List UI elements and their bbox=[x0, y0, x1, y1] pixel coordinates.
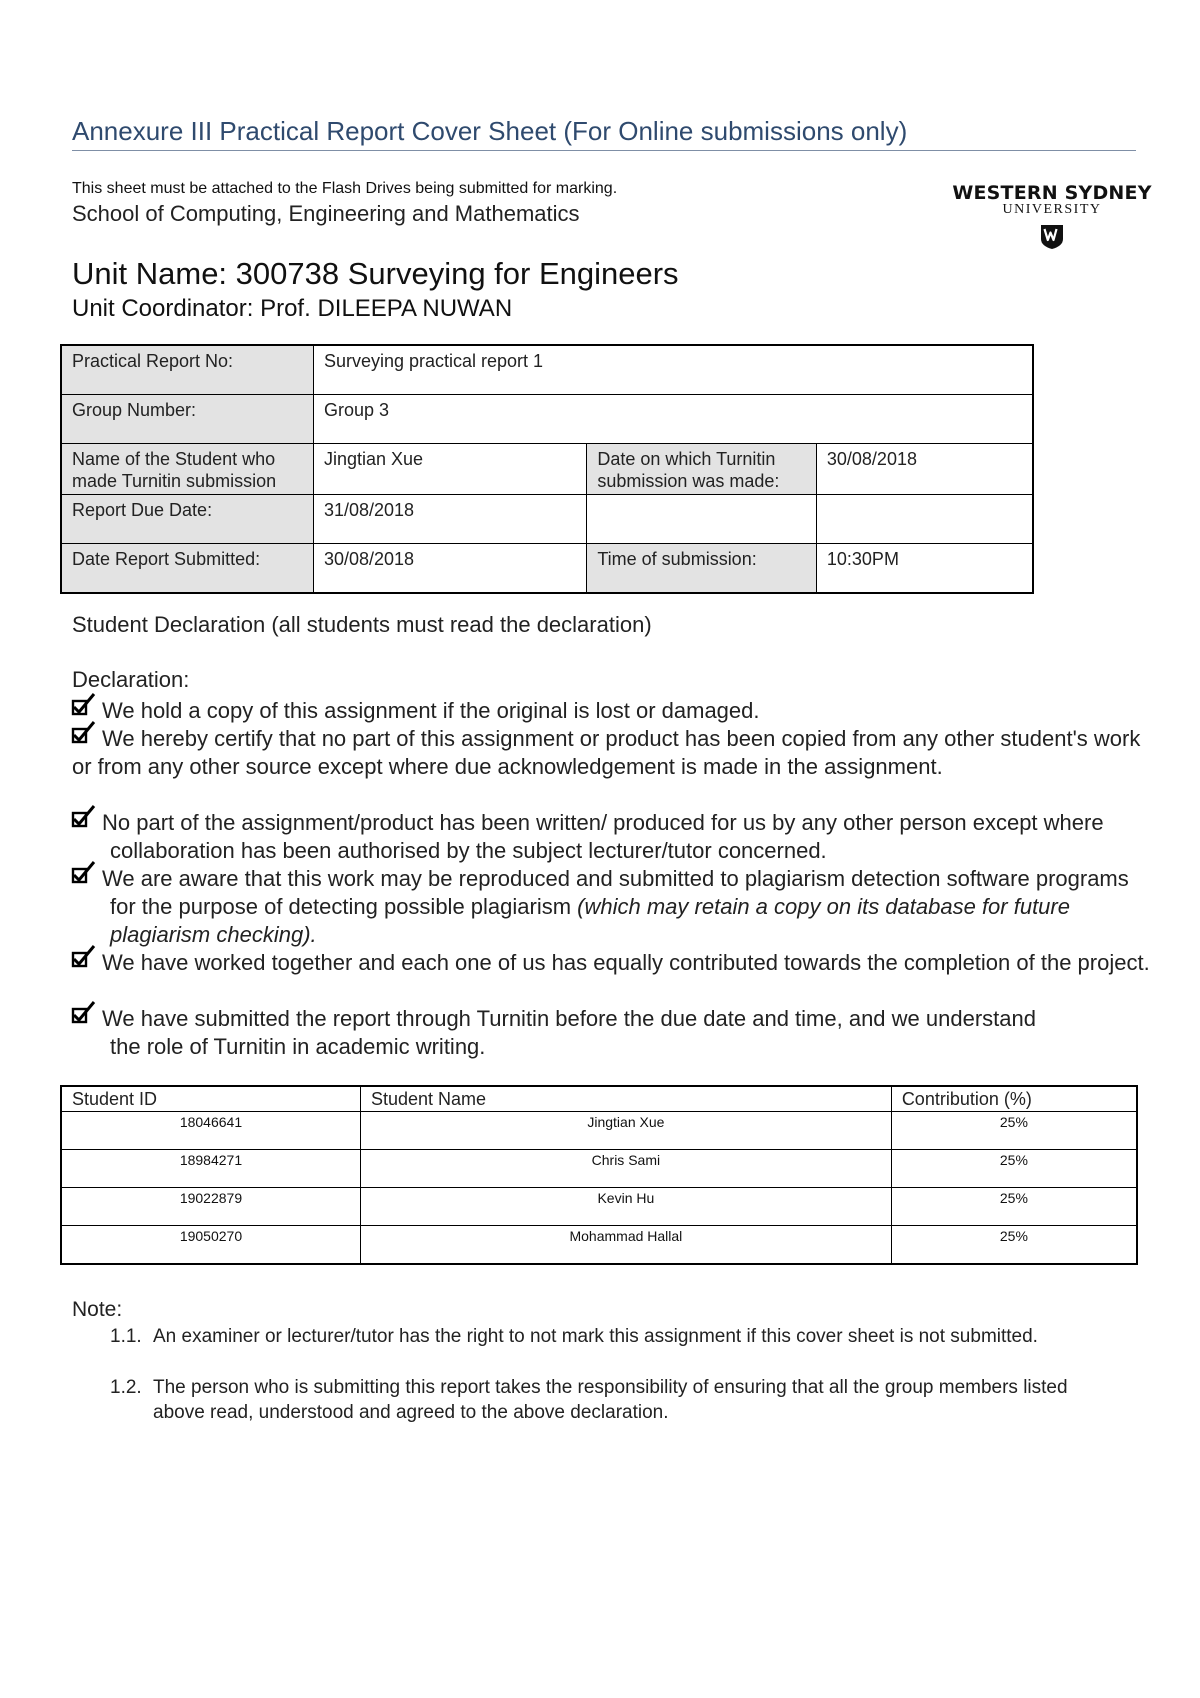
declaration-italic-text: (which may retain a copy on its database for future plagiarism checking). bbox=[110, 894, 1070, 947]
student-id: 19022879 bbox=[61, 1188, 360, 1226]
group-number-label: Group Number: bbox=[61, 395, 313, 444]
checkbox-checked-icon bbox=[68, 803, 96, 831]
contribution-header: Contribution (%) bbox=[891, 1086, 1137, 1112]
table-row bbox=[61, 1150, 1137, 1188]
unit-coordinator: Unit Coordinator: Prof. DILEEPA NUWAN bbox=[72, 295, 513, 322]
empty-cell bbox=[816, 495, 1033, 544]
submission-time-label: Time of submission: bbox=[587, 544, 817, 594]
student-contribution-table bbox=[60, 1085, 1138, 1265]
practical-report-no-value: Surveying practical report 1 bbox=[313, 345, 1033, 395]
turnitin-date-value: 30/08/2018 bbox=[816, 444, 1033, 495]
unit-name: Unit Name: 300738 Surveying for Engineers bbox=[72, 256, 679, 291]
declaration-item bbox=[72, 725, 1152, 781]
due-date-label: Report Due Date: bbox=[61, 495, 313, 544]
shield-icon bbox=[1040, 224, 1064, 250]
contribution: 25% bbox=[891, 1188, 1137, 1226]
logo-line2: UNIVERSITY bbox=[1002, 202, 1102, 217]
checkbox-checked-icon bbox=[68, 859, 96, 887]
title-rule bbox=[72, 150, 1136, 151]
declaration-item bbox=[72, 697, 1152, 725]
turnitin-date-label: Date on which Turnitin submission was made: bbox=[587, 444, 817, 495]
student-id-header: Student ID bbox=[61, 1086, 360, 1112]
empty-cell bbox=[587, 495, 817, 544]
declaration-item bbox=[72, 809, 1152, 865]
declaration-text: We are aware that this work may be reproduced and submitted to plagiarism detection software programs for the purpose of detecting possible plagiarism bbox=[102, 866, 1129, 919]
table-row bbox=[61, 1112, 1137, 1150]
declaration-item bbox=[72, 1005, 1152, 1061]
note-item bbox=[110, 1324, 1120, 1349]
turnitin-student-label: Name of the Student who made Turnitin submission bbox=[61, 444, 313, 495]
submission-time-value: 10:30PM bbox=[816, 544, 1033, 594]
table-row bbox=[61, 1226, 1137, 1265]
table-row bbox=[61, 1188, 1137, 1226]
checkbox-checked-icon bbox=[68, 691, 96, 719]
student-id: 19050270 bbox=[61, 1226, 360, 1265]
due-date-value: 31/08/2018 bbox=[313, 495, 586, 544]
logo-line1: WESTERN SYDNEY bbox=[952, 182, 1152, 204]
checkbox-checked-icon bbox=[68, 943, 96, 971]
checkbox-checked-icon bbox=[68, 719, 96, 747]
contribution: 25% bbox=[891, 1150, 1137, 1188]
attach-note: This sheet must be attached to the Flash Drives being submitted for marking. bbox=[72, 180, 618, 197]
group-number-value: Group 3 bbox=[313, 395, 1033, 444]
note-number: 1.2. bbox=[110, 1377, 142, 1398]
student-name: Kevin Hu bbox=[360, 1188, 891, 1226]
student-id: 18984271 bbox=[61, 1150, 360, 1188]
university-logo bbox=[952, 182, 1152, 255]
declaration-text: We hold a copy of this assignment if the original is lost or damaged. bbox=[102, 698, 760, 723]
report-info-table bbox=[60, 344, 1034, 594]
note-text: The person who is submitting this report takes the responsibility of ensuring that all the group members listed above read, understood and agreed to the above declaration. bbox=[153, 1377, 1068, 1423]
turnitin-student-value: Jingtian Xue bbox=[313, 444, 586, 495]
note-number: 1.1. bbox=[110, 1326, 142, 1347]
declaration-item bbox=[72, 949, 1152, 977]
contribution: 25% bbox=[891, 1226, 1137, 1265]
note-label: Note: bbox=[72, 1298, 123, 1321]
declaration-text: No part of the assignment/product has been written/ produced for us by any other person except where collaboration has been authorised by the subject lecturer/tutor concerned. bbox=[102, 810, 1104, 863]
checkbox-checked-icon bbox=[68, 999, 96, 1027]
contribution: 25% bbox=[891, 1112, 1137, 1150]
submitted-date-value: 30/08/2018 bbox=[313, 544, 586, 594]
submitted-date-label: Date Report Submitted: bbox=[61, 544, 313, 594]
student-name: Mohammad Hallal bbox=[360, 1226, 891, 1265]
declaration-item bbox=[72, 865, 1152, 949]
note-item bbox=[110, 1375, 1120, 1425]
declaration-text: We have submitted the report through Turnitin before the due date and time, and we understand the role of Turnitin in academic writing. bbox=[102, 1006, 1036, 1059]
student-name: Chris Sami bbox=[360, 1150, 891, 1188]
note-text: An examiner or lecturer/tutor has the right to not mark this assignment if this cover sheet is not submitted. bbox=[153, 1326, 1038, 1347]
declaration-text: We hereby certify that no part of this assignment or product has been copied from any other student's work or from any other source except where due acknowledgement is made in the assignment. bbox=[72, 726, 1141, 779]
declaration-label: Declaration: bbox=[72, 667, 190, 692]
practical-report-no-label: Practical Report No: bbox=[61, 345, 313, 395]
declaration-text: We have worked together and each one of us has equally contributed towards the completion of the project. bbox=[102, 950, 1150, 975]
annexure-title: Annexure III Practical Report Cover Sheet (For Online submissions only) bbox=[72, 116, 908, 146]
student-name: Jingtian Xue bbox=[360, 1112, 891, 1150]
student-name-header: Student Name bbox=[360, 1086, 891, 1112]
declaration-heading: Student Declaration (all students must read the declaration) bbox=[72, 612, 652, 637]
student-id: 18046641 bbox=[61, 1112, 360, 1150]
school-name: School of Computing, Engineering and Mathematics bbox=[72, 201, 580, 226]
